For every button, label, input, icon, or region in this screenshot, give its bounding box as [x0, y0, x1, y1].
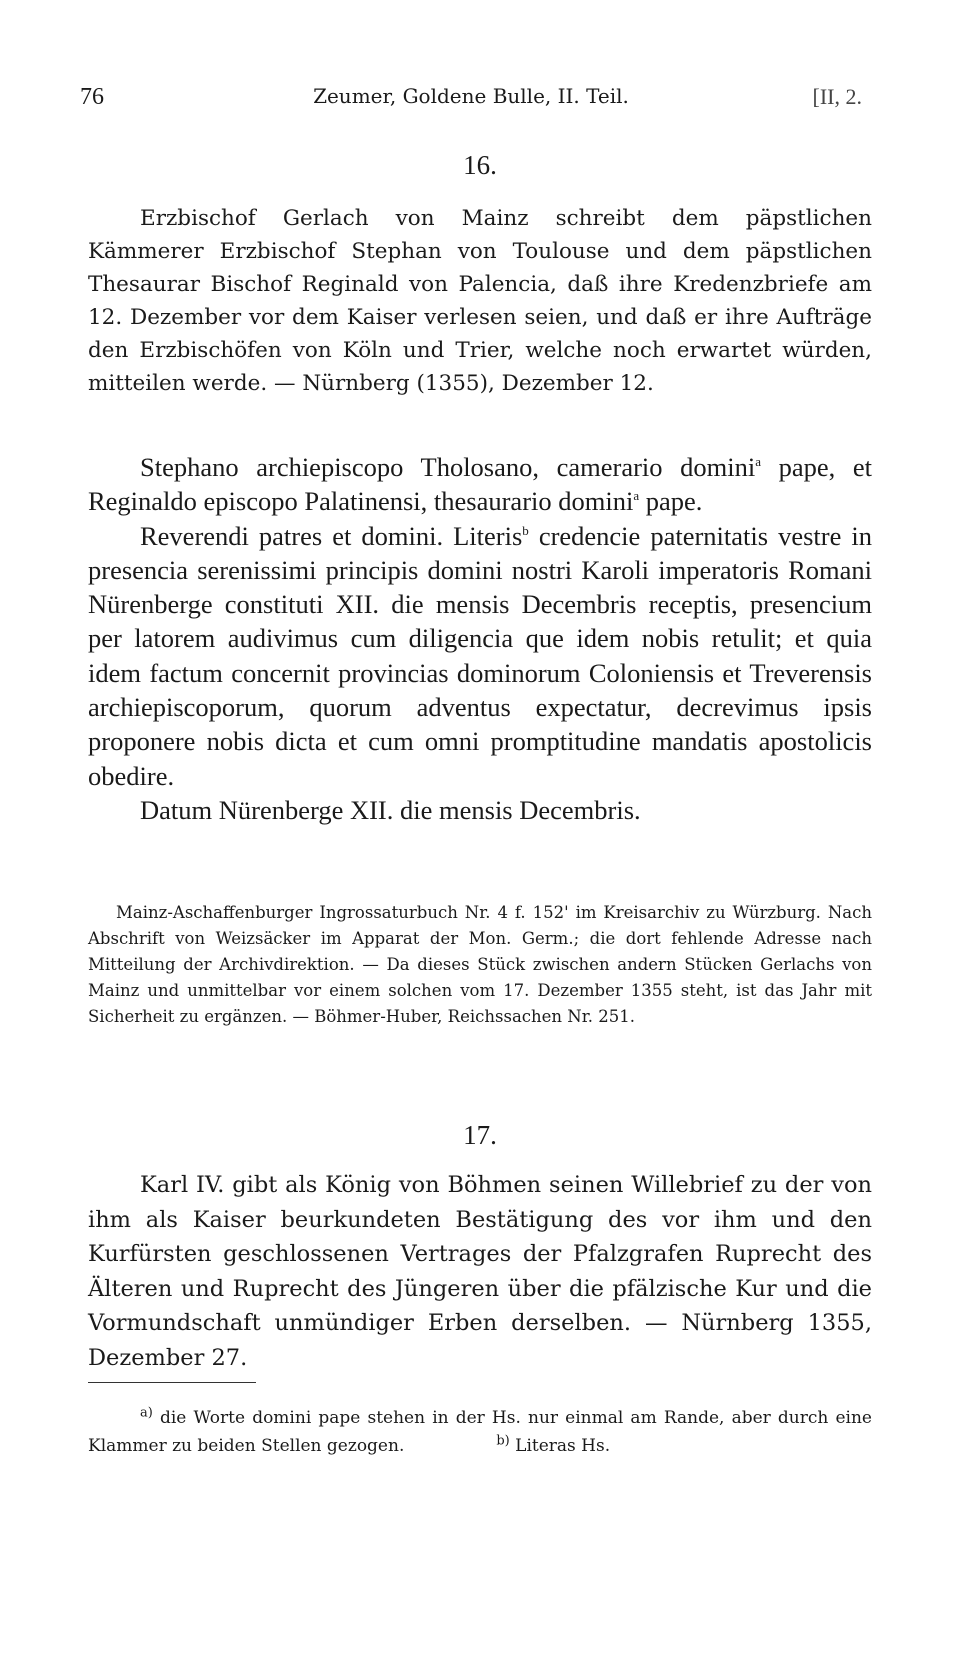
doc17-summary-text: Karl IV. gibt als König von Böhmen seinen Willebrief zu der von ihm als Kaiser beurkundeten Bestätigung des vor ihm und den Kurfürsten geschlossenen Vertrages der Pfalzgrafen Ruprecht des Älteren und Ruprecht des Jüngeren über die pfälzische Kur und die Vormundschaft unmündiger Erben derselben. — Nürnberg 1355, Dezember 27. — [88, 1172, 872, 1371]
document-number-16: 16. — [463, 150, 497, 180]
footnote-a-mark: a) — [140, 1405, 153, 1421]
body-part-1: Reverendi patres et domini. Literis — [140, 520, 523, 551]
footnote-mark-a: a — [755, 454, 762, 470]
doc16-body — [88, 519, 872, 793]
body-part-2: credencie paternitatis vestre in presencia serenissimi principis domini nostri Karoli imperatoris Romani Nürenberge constituti XII. die mensis Decembris receptis, presencium per latorem audivimus cum diligencia que idem nobis retulit; et quia idem factum concernit provincias dominorum Coloniensis et Treverensis archiepiscoporum, quorum adventus expectatur, decrevimus ipsis proponere nobis dicta et cum omni promptitudine mandatis apostolicis obedire. — [88, 520, 873, 791]
doc16-summary — [88, 202, 872, 400]
footnote-a-text: die Worte domini pape stehen in der Hs. nur einmal am Rande, aber durch eine Klammer zu beiden Stellen gezogen. — [88, 1408, 872, 1456]
footnote-b-text: Literas Hs. — [515, 1436, 611, 1456]
address-part-1: Stephano archiepiscopo Tholosano, camerario domini — [140, 452, 756, 482]
document-number-17: 17. — [463, 1120, 497, 1150]
address-part-2: pape, et Reginaldo episcopo Palatinensi, thesaurario domini — [88, 452, 872, 517]
doc16-summary-text: Erzbischof Gerlach von Mainz schreibt dem päpstlichen Kämmerer Erzbischof Stephan von Toulouse und dem päpstlichen Thesaurar Bischof Reginald von Palencia, daß ihre Kredenzbriefe am 12. Dezember vor dem Kaiser verlesen seien, und daß er ihre Aufträge den Erzbischöfen von Köln und Trier, welche noch erwartet würden, mitteilen werde. — Nürnberg (1355), Dezember 12. — [88, 206, 872, 396]
doc16-datum: Datum Nürenberge XII. die mensis Decembris. — [140, 794, 641, 825]
footnote-b — [444, 1432, 610, 1460]
doc17-summary — [88, 1168, 872, 1375]
footnote-mark-a: a — [633, 488, 640, 504]
footnotes — [88, 1404, 872, 1460]
address-part-3: pape. — [645, 486, 703, 517]
footnote-mark-b: b — [522, 522, 529, 538]
doc16-source-notes — [88, 900, 872, 1030]
doc16-notes-text: Mainz-Aschaffenburger Ingrossaturbuch Nr. 4 f. 152' im Kreisarchiv zu Würzburg. Nach Abschrift von Weizsäcker im Apparat der Mon. Germ.; die dort fehlende Adresse nach Mitteilung der Archivdirektion. — Da dieses Stück zwischen andern Stücken Gerlachs von Mainz und unmittelbar vor einem solchen vom 17. Dezember 1355 steht, ist das Jahr mit Sicherheit zu ergänzen. — Böhmer-Huber, Reichssachen Nr. 251. — [88, 903, 872, 1026]
section-mark: [II, 2. — [812, 84, 862, 109]
running-header — [80, 84, 862, 116]
footnote-a — [88, 1404, 872, 1460]
doc16-latin-text — [88, 450, 872, 827]
footnote-b-mark: b) — [496, 1433, 510, 1449]
page-number: 76 — [80, 84, 104, 110]
running-title: Zeumer, Goldene Bulle, II. Teil. — [313, 84, 629, 108]
footnote-rule — [88, 1382, 256, 1383]
doc16-address — [88, 450, 872, 519]
